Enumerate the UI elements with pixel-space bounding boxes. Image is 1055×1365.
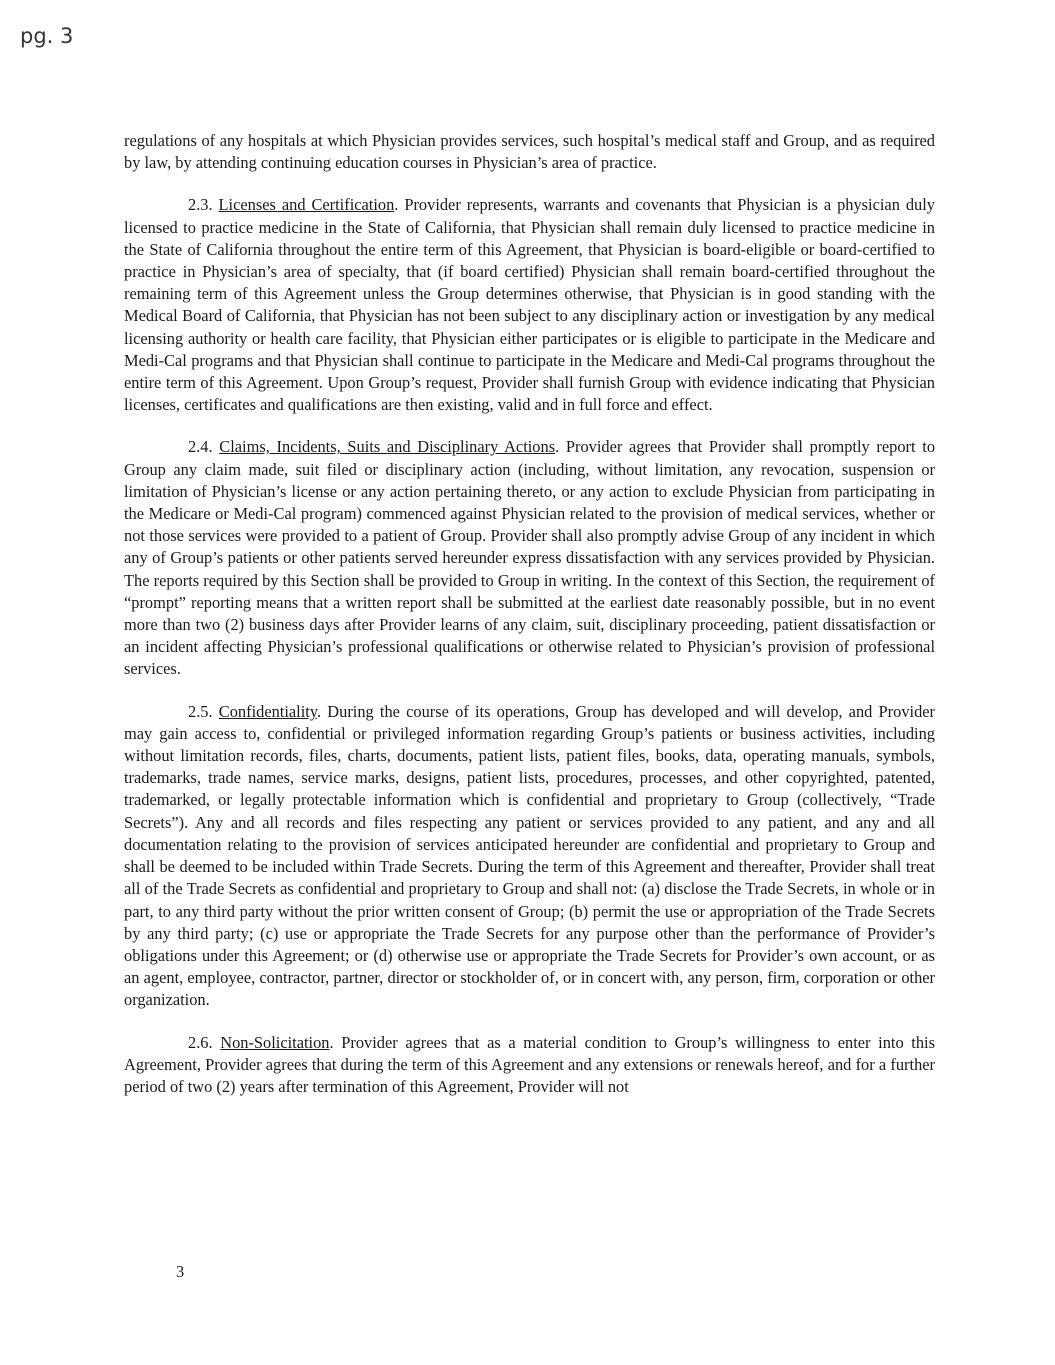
section-body: . Provider agrees that Provider shall promptly report to Group any claim made, suit filed or disciplinary action (including, without limitation, any revocation, suspension or limitation of Physician’s license or any action pertaining thereto, or any action to exclude Physician from participating in the Medicare or Medi-Cal program) commenced against Physician related to the provision of medical services, whether or not those services were provided to a patient of Group. Provider shall also promptly advise Group of any incident in which any of Group’s patients or other patients served hereunder express dissatisfaction with any services provided by Physician. The reports required by this Section shall be provided to Group in writing. In the context of this Section, the requirement of “prompt” reporting means that a written report shall be submitted at the earliest date reasonably possible, but in no event more than two (2) business days after Provider learns of any claim, suit, disciplinary proceeding, patient dissatisfaction or an incident affecting Physician’s professional qualifications or otherwise related to Physician’s provision of professional services. (124, 437, 936, 679)
section-2-5 (124, 701, 935, 1012)
page-number: 3 (176, 1262, 185, 1281)
section-number: 2.3. (188, 195, 219, 215)
section-number: 2.4. (188, 437, 220, 457)
section-body: . Provider represents, warrants and covenants that Physician is a physician duly licensed to practice medicine in the State of California, that Physician shall remain duly licensed to practice medicine in the State of California throughout the entire term of this Agreement, that Physician is board-eligible or board-certified to practice in Physician’s area of specialty, that (if board certified) Physician shall remain board-certified throughout the remaining term of this Agreement unless the Group determines otherwise, that Physician is in good standing with the Medical Board of California, that Physician has not been subject to any disciplinary action or investigation by any medical licensing authority or health care facility, that Physician either participates or is eligible to participate in the Medicare and Medi-Cal programs and that Physician shall continue to participate in the Medicare and Medi-Cal programs throughout the entire term of this Agreement. Upon Group’s request, Provider shall furnish Group with evidence indicating that Physician licenses, certificates and qualifications are then existing, valid and in full force and effect. (124, 195, 935, 415)
paragraph-body: regulations of any hospitals at which Physician provides services, such hospital’s medical staff and Group, and as required by law, by attending continuing education courses in Physician’s area of practice. (124, 131, 935, 173)
section-2-6 (124, 1032, 935, 1099)
section-2-4 (124, 436, 935, 680)
section-heading: Non-Solicitation (220, 1032, 330, 1052)
page-label: pg. 3 (20, 24, 74, 48)
document-body (124, 130, 935, 1118)
section-number: 2.5. (188, 701, 219, 721)
section-heading: Confidentiality (218, 701, 317, 721)
section-body: . During the course of its operations, Group has developed and will develop, and Provider may gain access to, confidential or privileged information regarding Group’s patients or business activities, including without limitation records, files, charts, documents, patient lists, patient files, books, data, operating manuals, symbols, trademarks, trade names, service marks, designs, patient lists, procedures, processes, and other copyrighted, patented, trademarked, or legally protectable information which is confidential and proprietary to Group (collectively, “Trade Secrets”). Any and all records and files respecting any patient or services provided to any patient, and any and all documentation relating to the provision of services anticipated hereunder are confidential and proprietary to Group and shall be deemed to be included within Trade Secrets. During the term of this Agreement and thereafter, Provider shall treat all of the Trade Secrets as confidential and proprietary to Group and shall not: (a) disclose the Trade Secrets, in whole or in part, to any third party without the prior written consent of Group; (b) permit the use or appropriation of the Trade Secrets by any third party; (c) use or appropriate the Trade Secrets for any purpose other than the performance of Provider’s obligations under this Agreement; or (d) otherwise use or appropriate the Trade Secrets for Provider’s own account, or as an agent, employee, contractor, partner, director or stockholder of, or in concert with, any person, firm, corporation or other organization. (124, 701, 936, 1010)
section-body: . Provider agrees that as a material condition to Group’s willingness to enter into this Agreement, Provider agrees that during the term of this Agreement and any extensions or renewals hereof, and for a further period of two (2) years after termination of this Agreement, Provider will not (124, 1032, 935, 1096)
section-heading: Claims, Incidents, Suits and Disciplinary Actions (219, 437, 556, 457)
section-2-3 (124, 194, 935, 416)
section-heading: Licenses and Certification (218, 195, 395, 215)
paragraph-continuation (124, 130, 935, 174)
section-number: 2.6. (188, 1032, 221, 1052)
